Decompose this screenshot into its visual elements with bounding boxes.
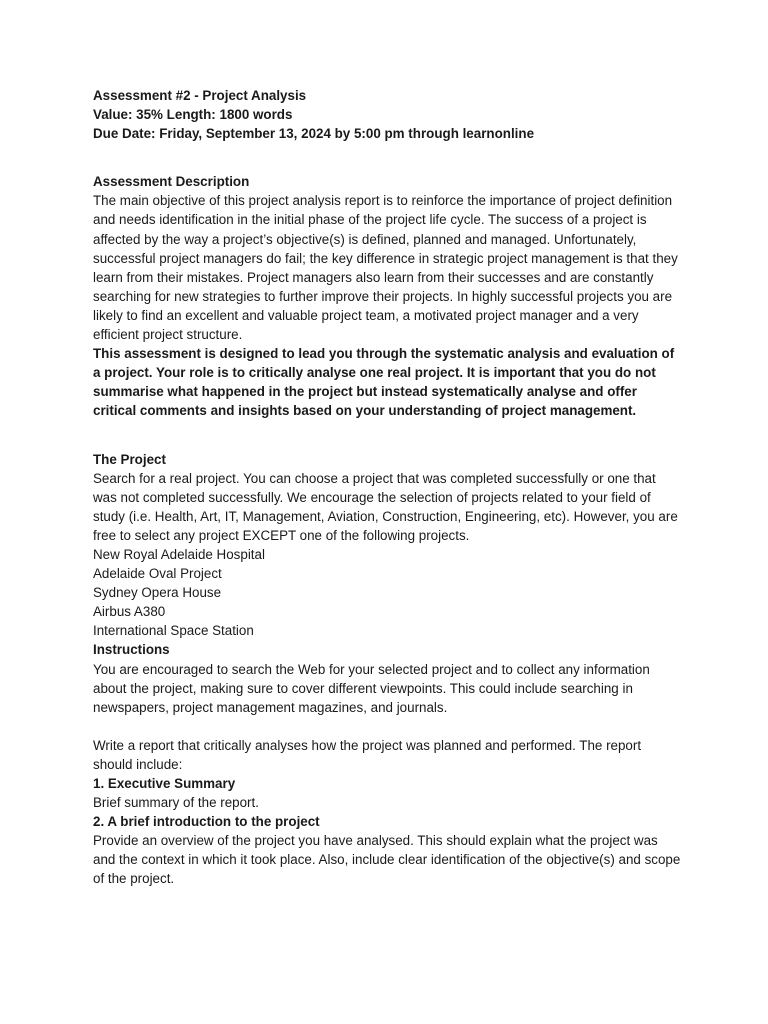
item-heading: 2. A brief introduction to the project <box>93 814 320 830</box>
item-heading: 1. Executive Summary <box>93 776 236 791</box>
instructions-body-2: Write a report that critically analyses how the project was planned and performed. The report should include: <box>93 737 642 772</box>
description-body: The main objective of this project analysis report is to reinforce the importance of project definition and needs identification in the initial phase of the project life cycle. The success of a project is affected by the way a project’s objective(s) is defined, planned and managed. Unfortunately, successful project managers do fail; the key difference in strategic project management is that they learn from their mistakes. Project managers also learn from their successes and are constantly searching for new strategies to further improve their projects. In highly successful projects you are likely to find an excellent and valuable project team, a motivated project manager and a very efficient project structure. <box>93 193 678 343</box>
excluded-project: New Royal Adelaide Hospital <box>93 546 265 562</box>
description-emphasis: This assessment is designed to lead you through the systematic analysis and evaluation of a project. Your role is to critically analyse one real project. It is important that you do not summarise what happened in the project but instead systematically analyse and offer critical comments and insights based on your understanding of project management. <box>93 346 675 419</box>
excluded-project: Sydney Opera House <box>93 585 222 601</box>
description-heading: Assessment Description <box>93 174 250 190</box>
project-body: Search for a real project. You can choose a project that was completed successfully or one that was not completed successfully. We encourage the selection of projects related to your field of study (i.e. Health, Art, IT, Management, Aviation, Construction, Engineering, etc). However, you are free to select any project EXCEPT one of the following projects. <box>93 470 678 543</box>
assessment-title: Assessment #2 - Project Analysis <box>93 88 307 103</box>
value-length: Value: 35% Length: 1800 words <box>93 107 293 123</box>
excluded-project: Adelaide Oval Project <box>93 566 222 582</box>
excluded-project: International Space Station <box>93 623 254 639</box>
excluded-project: Airbus A380 <box>93 604 166 620</box>
item-body: Brief summary of the report. <box>93 795 259 811</box>
due-date: Due Date: Friday, September 13, 2024 by 5:00 pm through learnonline <box>93 126 535 142</box>
document-page <box>93 86 683 889</box>
instructions-body-1: You are encouraged to search the Web for your selected project and to collect any information about the project, making sure to cover different viewpoints. This could include searching in newspapers, project management magazines, and journals. <box>93 661 650 715</box>
instructions-heading: Instructions <box>93 642 170 658</box>
item-body: Provide an overview of the project you have analysed. This should explain what the project was and the context in which it took place. Also, include clear identification of the objective(s) and scope of the project. <box>93 833 681 887</box>
project-heading: The Project <box>93 451 166 467</box>
